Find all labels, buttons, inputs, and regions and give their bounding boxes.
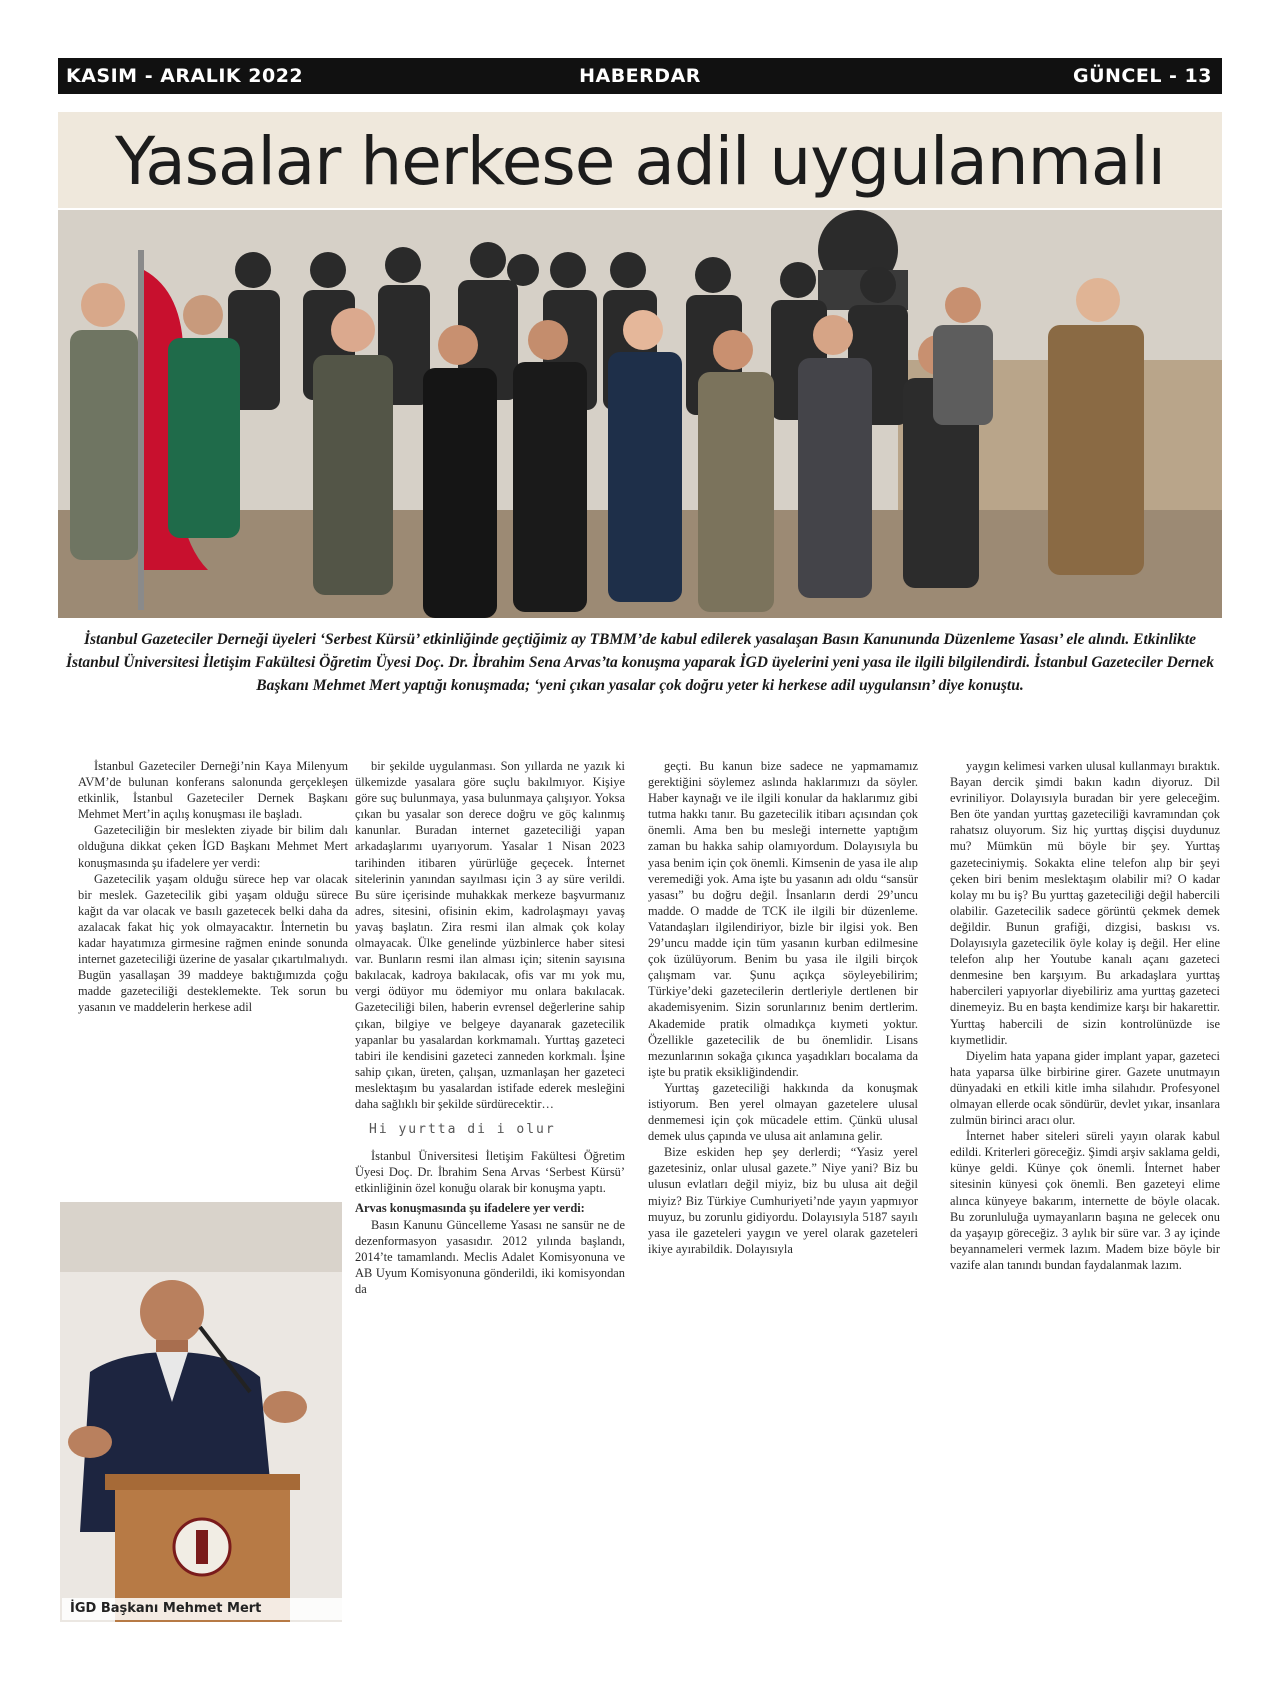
paragraph: İstanbul Gazeteciler Derneği’nin Kaya Milenyum AVM’de bulunan konferans salonunda gerçekleşen etkinlik, İstanbul Gazeteciler Dernek Başkanı Mehmet Mert’in açılış konuşması ile başladı. xyxy=(78,759,348,822)
paragraph: Gazeteciliğin bir meslekten ziyade bir bilim dalı olduğuna dikkat çeken İGD Başkanı Mehmet Mert konuşmasında şu ifadelere yer verdi: xyxy=(78,823,348,870)
paragraph: Gazetecilik yaşam olduğu sürece hep var olacak bir meslek. Gazetecilik gibi yaşam olduğu sürece kağıt da var olacak ve basılı gazetecek belki daha da azalacak fakat hiç yok olmayacaktır. İnternetin bu kadar hayatımıza girmesine rağmen eninde sonunda internet gazeteciliği üzerine de yasalar çıkartılmalıydı. Bugün yasallaşan 39 maddeye baktığımızda çoğu madde gazeteciliği desteklemekte. Tek sorun bu yasanın ve maddelerin herkese adil xyxy=(78,871,348,1015)
paragraph: İstanbul Üniversitesi İletişim Fakültesi Öğretim Üyesi Doç. Dr. İbrahim Sena Arvas ‘Serbest Kürsü’ etkinliğinin özel konuğu olarak bir konuşma yaptı. xyxy=(355,1149,625,1196)
section-page: GÜNCEL - 13 xyxy=(1072,65,1212,87)
article-column-4 xyxy=(950,758,1220,1273)
page-header-bar xyxy=(58,58,1222,94)
paper-name: HABERDAR xyxy=(579,65,701,87)
pull-quote: Hi yurtta di i olur xyxy=(369,1122,556,1138)
article-column-1 xyxy=(78,758,348,1016)
headline: Yasalar herkese adil uygulanmalı xyxy=(114,123,1166,200)
podium-emblem-icon xyxy=(174,1519,230,1575)
paragraph: Bize eskiden hep şey derlerdi; “Yasiz yerel gazetesiniz, onlar ulusal gazete.” Niye yani? Biz bu ulusun evlatları değil miyiz, biz bu ulusa ait değil miyiz? Biz Türkiye Cumhuriyeti’nde yayın yapmıyor muyuz, bu zorunlu gidiyordu. Dolayısıyla 5187 sayılı yasa ile gazeteleri yaygın ve yerel olarak gazeteleri ikiye ayırabildik. Dolayısıyla xyxy=(648,1145,918,1256)
group-photo xyxy=(58,210,1222,618)
paragraph: yaygın kelimesi varken ulusal kullanmayı bıraktık. Bayan dercik şimdi bakın kadın diyoruz. Dil evriniliyor. Dolayısıyla buradan bir yere geleceğim. Ben öte yandan yurttaş gazeteciliği kavramından çok rahatsız oluyorum. Siz hiç yurttaş dişçisi duydunuz mu? Mümkün mü böyle bir şey. Yurttaş gazeteciniymiş. Sokakta eline telefon alıp bir şeyi çeken biri benim meslektaşım olabilir mi? O kadar kolay mı bu iş? Bu yurttaş gazeteciliği değil habercili olabilir. Gazetecilik sadece görüntü çekmek demek değildir. Bunun grafiği, dizgisi, baskısı vs. Dolayısıyla gazetecilik öyle kolay iş değil. Her eline telefon alıp her Youtube kanalı açanı gazeteci denmesine ben karşıyım. Bu arkadaşlara yurttaş habercileri yapıyorlar diyebiliriz ama yurttaş gazeteci dinemeyiz. Bu en başta kendimize karşı bir hakarettir. Yurttaş habercili de sizin kontrolünüzde ise kıymetlidir. xyxy=(950,759,1220,1047)
paragraph: bir şekilde uygulanması. Son yıllarda ne yazık ki ülkemizde yasalara göre suçlu bakılmıyor. Kişiye göre suç bulunmaya, yasa bulunmaya çalışıyor. Yoksa çıkan bu yasalar son derece doğru ve göç kalınmış kanunlar. Buradan internet gazeteciliği yapan arkadaşlarımı uyarıyorum. Yasalar 1 Nisan 2023 tarihinden itibaren yürürlüğe geçecek. İnternet sitelerinin yanından sayılması için 3 ay süre verildi. Bu süre içerisinde muhakkak merkeze başvurmanız adres, sitesini, ofisinin ekim, kadrolaşmayı yavaş yavaş başlatın. Zira resmi ilan almak çok kolay olmayacak. Ülke genelinde yüzbinlerce haber sitesi var. Bunların resmi ilan alması için; sitenin sayısına bakılacak, kadroya bakılacak, ofis var mı yok mu, vergi ödüyor mu ödemiyor mu onlara bakılacak. Gazeteciliği bilen, haberin evrensel değerlerine sahip çıkan, bilgiye ve belgeye dayanarak gazetecilik yapanlar bu yasalardan korkmamalı. Yurttaş gazeteci tabiri ile kendisini gazeteci zanneden korkmalı. İşine sahip çıkan, üreten, çalışan, uzmanlaşan her gazeteci meslektaşım bu yasalardan istifade ederek mesleğini daha sağlıklı bir şekilde sürdürecektir… xyxy=(355,759,625,1111)
paragraph: İnternet haber siteleri süreli yayın olarak kabul edildi. Kriterleri göreceğiz. Şimdi arşiv saklama geldi, künye geldi. Künye çok önemli. İnternet haber sitesinin künyesi çok önemli. Ben gazeteyi elime alınca künyeye bakarım, internette de böyle olacak. Bu zorunluluğa uymayanların başına ne gelecek onu da yaşayıp göreceğiz. 3 aylık bir süre var. 3 ay içinde beyannameleri vermek lazım. Madem bize böyle bir vazife alan tanındı bundan faydalanmak lazım. xyxy=(950,1129,1220,1272)
subheading: Arvas konuşmasında şu ifadelere yer verdi: xyxy=(355,1201,585,1216)
article-column-2 xyxy=(355,758,625,1297)
paragraph: geçti. Bu kanun bize sadece ne yapmamamız gerektiğini söylemez aslında haklarımızı da söyler. Haber kaynağı ve ile ilgili konular da haklarımız gibi tutma hakkı tanır. Bu gazetecilik itibarı açısından çok önemli. Ama ben bu mesleği internette yaptığım zaman bu hakka sahip olamıyordum. Dolayısıyla bu yasa benim için çok önemli. Kimsenin de yasa ile alıp veremediği yok. Ama işte bu yasanın adı oldu “sansür yasası” bu doğru değil. İnsanların derdi 29’uncu madde. O madde de TCK ile ilgili bir düzenleme. Vatandaşları ilgilendiriyor, bizle bir ilgisi yok. Ben 29’uncu madde için tüm yasanın kurban edilmesine çok üzülüyorum. Benim bu yasa ile ilgili birçok çalışmam var. Şunu açıkça söyleyebilirim; Türkiye’deki gazetecilerin dertleriyle dertlenen bir akademisyenim. Sizin sorunlarınız benim dertlerim. Akademide pratik olmadıkça kıymeti yoktur. Özellikle gazetecilik de bu önemlidir. Lisans mezunlarının sokağa çıkınca yaşadıkları bocalama da işte bu pratik eksikliğindendir. xyxy=(648,759,918,1079)
speaker-photo-caption: İGD Başkanı Mehmet Mert xyxy=(62,1598,348,1620)
article-column-3 xyxy=(648,758,918,1257)
issue-date: KASIM - ARALIK 2022 xyxy=(66,65,304,87)
speaker-photo xyxy=(60,1202,342,1622)
paragraph: Basın Kanunu Güncelleme Yasası ne sansür ne de dezenformasyon yasasıdır. 2012 yılında başlandı, 2014’te tamamlandı. Meclis Adalet Komisyonuna ve AB Uyum Komisyonuna gönderildi, iki komisyondan da xyxy=(355,1217,625,1296)
paragraph: Yurttaş gazeteciliği hakkında da konuşmak istiyorum. Ben yerel olmayan gazetelere ulusal denmemesi için çok mücadele ettim. Çünkü ulusal demek ulus çapında ve ulusa ait anlamına gelir. xyxy=(648,1080,918,1144)
paragraph: Diyelim hata yapana gider implant yapar, gazeteci hata yaparsa ülke birbirine girer. Gazete unutmayın dünyadaki en etkili kitle imha silahıdır. Profesyonel olmayan ellerde ocak söndürür, devlet yıkar, insanlara zulmün birinci aracı olur. xyxy=(950,1048,1220,1128)
photo-caption: İstanbul Gazeteciler Derneği üyeleri ‘Serbest Kürsü’ etkinliğinde geçtiğimiz ay TBMM’de kabul edilerek yasalaşan Basın Kanununda Düzenleme Yasası’ ele alındı. Etkinlikte İstanbul Üniversitesi İletişim Fakültesi Öğretim Üyesi Doç. Dr. İbrahim Sena Arvas’ta konuşma yaparak İGD üyelerini yeni yasa ile ilgili bilgilendirdi. İstanbul Gazeteciler Dernek Başkanı Mehmet Mert yaptığı konuşmada; ‘yeni çıkan yasalar çok doğru yeter ki herkese adil uygulansın’ diye konuştu. xyxy=(65,631,1215,694)
